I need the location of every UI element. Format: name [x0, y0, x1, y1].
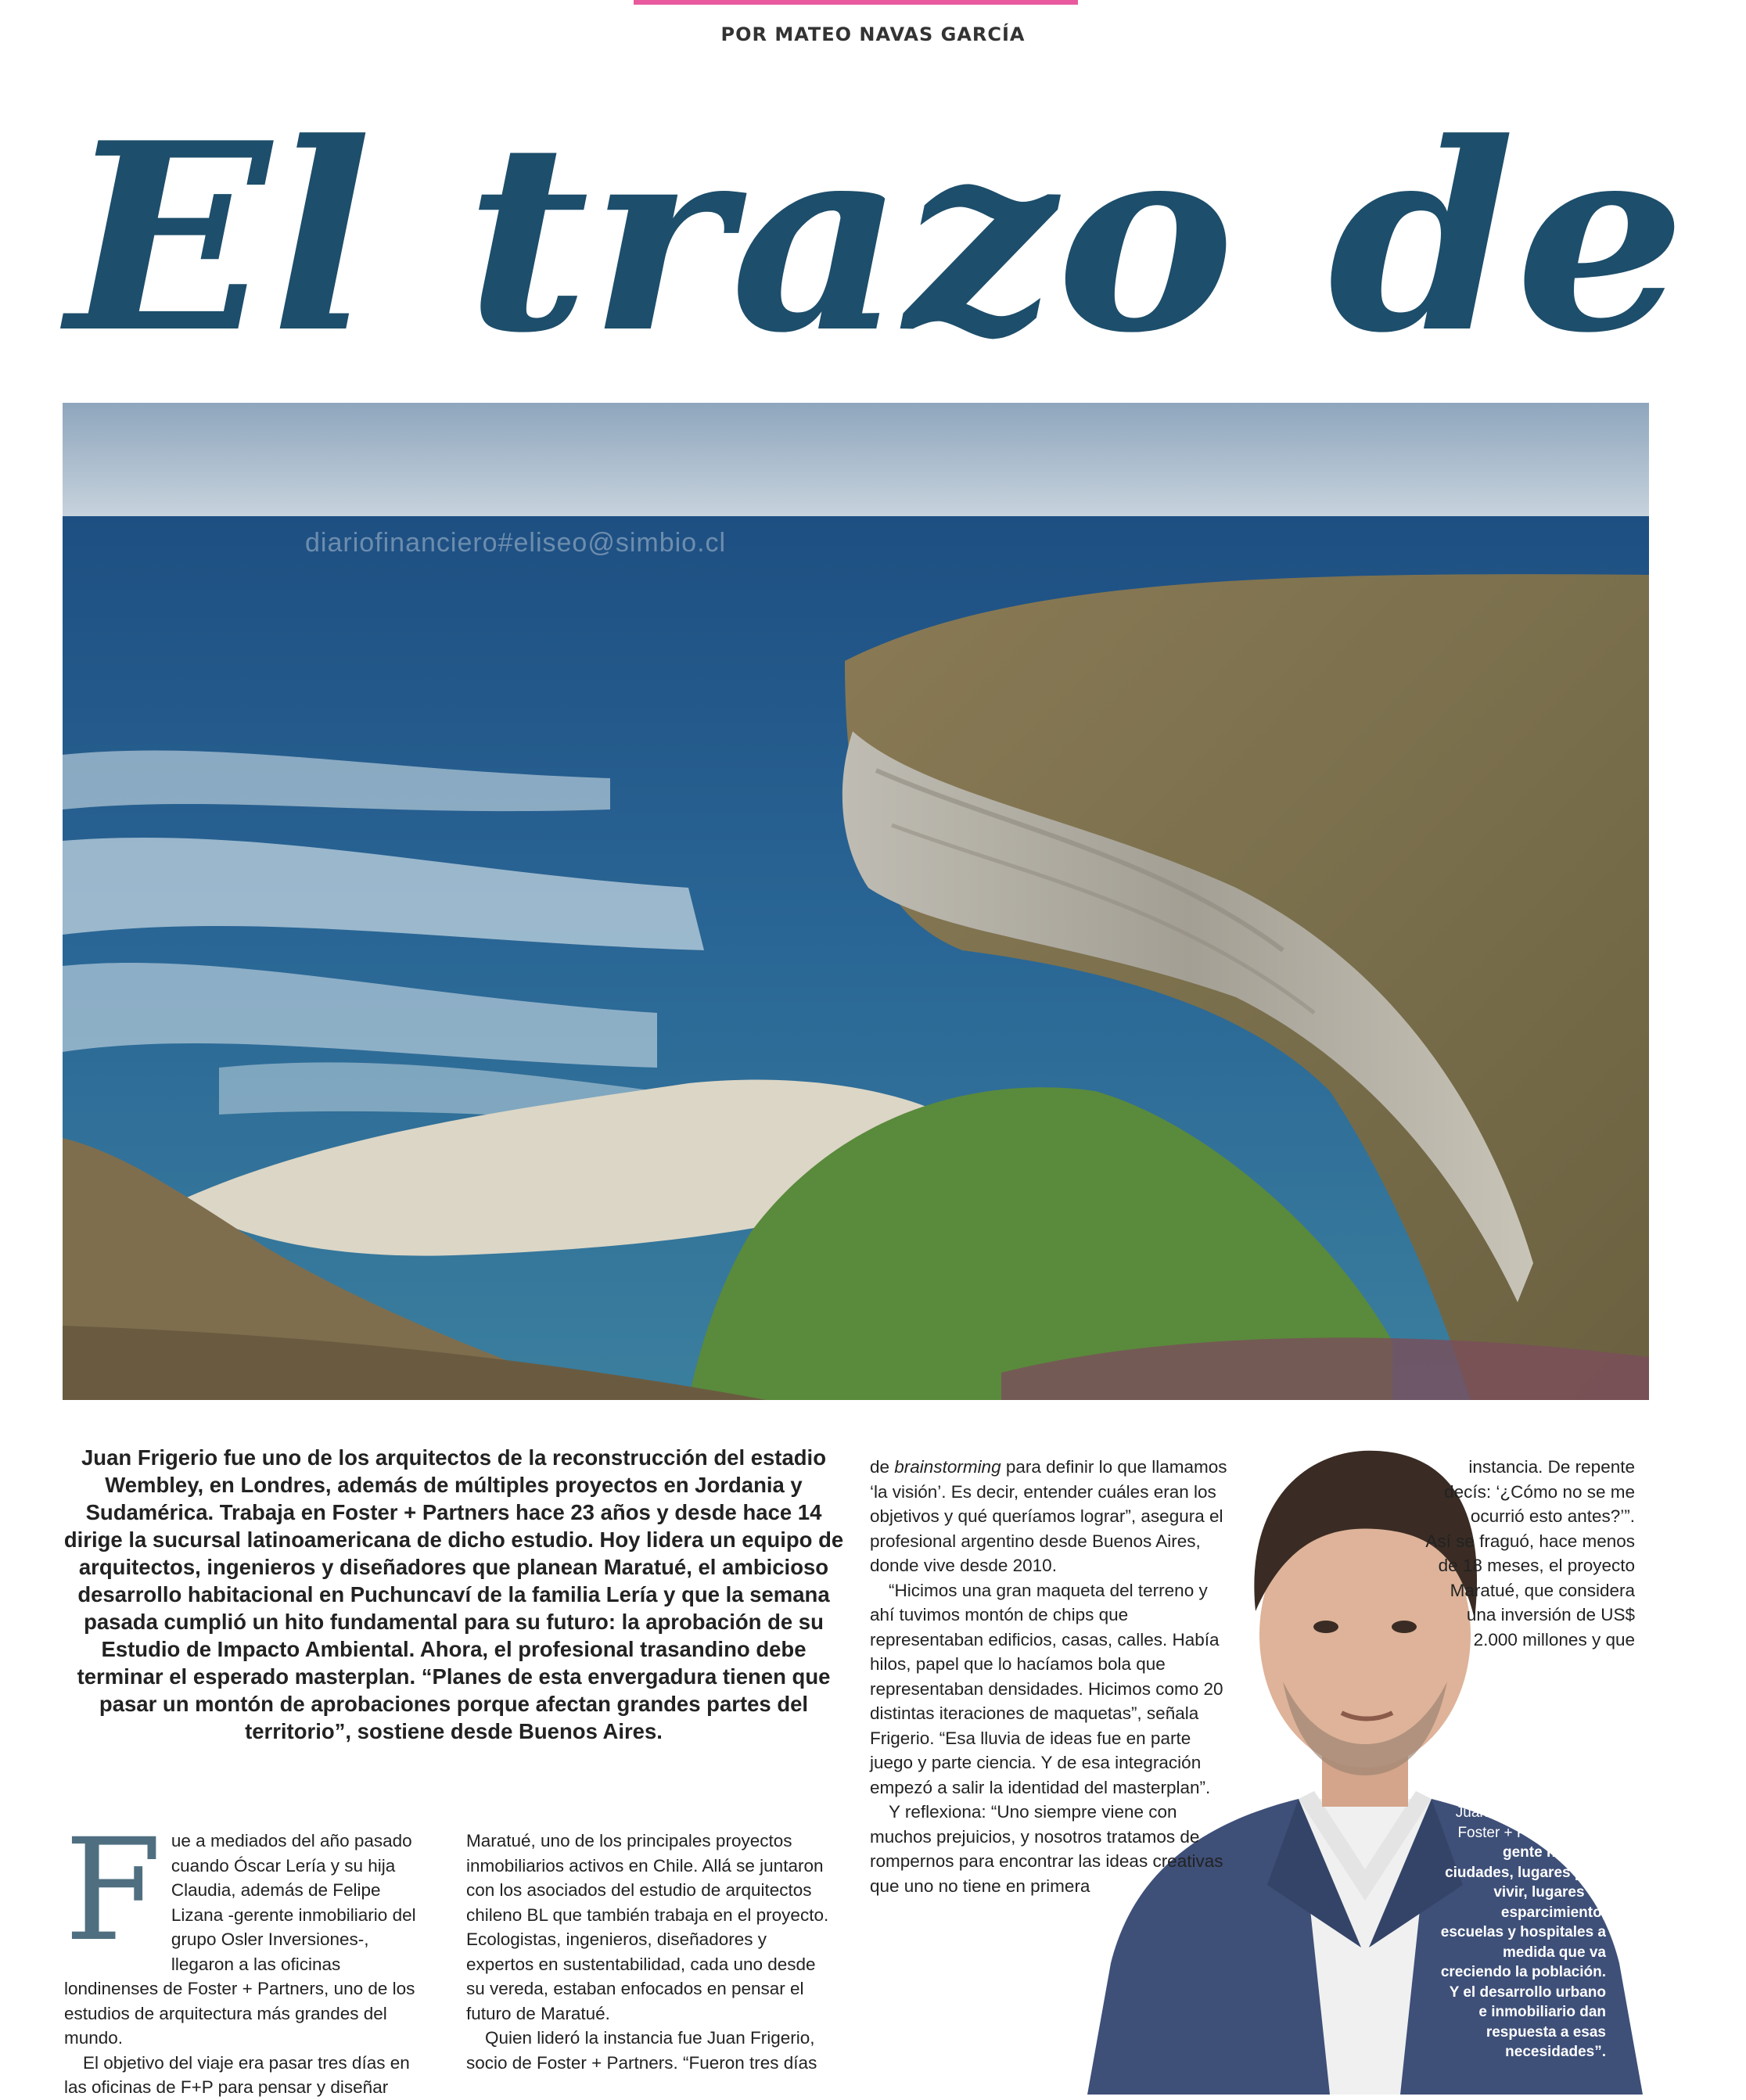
body-column-4	[1424, 1455, 1635, 1652]
photo-caption	[1438, 1803, 1606, 2062]
body-column-3	[870, 1455, 1230, 1898]
dropcap: F	[64, 1809, 162, 1973]
caption-name: Juan Frigerio, socio de Foster + Partners:	[1455, 1804, 1606, 1841]
body-column-2	[466, 1829, 834, 2075]
body-column-1	[64, 1809, 432, 2100]
body-text: de	[870, 1457, 895, 1477]
headline	[55, 47, 1698, 391]
accent-bar	[634, 0, 1078, 5]
body-text: instancia. De repente decís: ‘¿Cómo no se me ocurrió esto antes?’”.	[1444, 1457, 1635, 1526]
caption-quote: “La gente necesita ciudades, lugares para vivir, lugares de esparcimiento, escuelas y hospitales a medida que va creciendo la población. Y el desarrollo urbano e inmobiliario dan respuesta a esas necesidades”.	[1440, 1824, 1606, 2060]
body-text: Maratué, uno de los principales proyectos inmobiliarios activos en Chile. Allá se juntaron con los asociados del estudio de arquitectos chileno BL que también trabaja en el proyecto. Ecologistas, ingenieros, diseñadores y expertos en sustentabilidad, cada uno desde su vereda, estaban enfocados en pensar el futuro de Maratué.	[466, 1831, 829, 2023]
body-text: “Hicimos una gran maqueta del terreno y ahí tuvimos montón de chips que representaban edificios, casas, calles. Había hilos, papel que lo hacíamos bola que representaban densidades. Hicimos como 20 distintas iteraciones de maquetas”, señala Frigerio. “Esa lluvia de ideas fue en parte juego y parte ciencia. Y de esa integración empezó a salir la identidad del masterplan”.	[870, 1580, 1223, 1797]
coastal-cliff-photo	[63, 403, 1649, 1400]
body-text-emphasis: brainstorming	[894, 1457, 1001, 1477]
body-text: Así se fraguó, hace menos de 18 meses, el proyecto Maratué, que considera una inversión de US$ 2.000 millones y que	[1425, 1531, 1635, 1649]
body-text: para definir lo que llamamos ‘la visión’. Es decir, entender cuáles eran los objetivos y qué queríamos lograr”, asegura el profesional argentino desde Buenos Aires, donde vive desde 2010.	[870, 1457, 1227, 1575]
byline: POR MATEO NAVAS GARCÍA	[720, 23, 1026, 45]
body-text: Quien lideró la instancia fue Juan Frigerio, socio de Foster + Partners. “Fueron tres días	[466, 2028, 817, 2073]
body-text: Y reflexiona: “Uno siempre viene con muchos prejuicios, y nosotros tratamos de rompernos para encontrar las ideas creativas que uno no tiene en primera	[870, 1802, 1223, 1896]
headline-text: El trazo de	[58, 86, 1687, 389]
body-text: El objetivo del viaje era pasar tres días en las oficinas de F+P para pensar y diseñar	[64, 2052, 410, 2097]
lead-paragraph: Juan Frigerio fue uno de los arquitectos de la reconstrucción del estadio Wembley, en Londres, además de múltiples proyectos en Jordania y Sudamérica. Trabaja en Foster + Partners hace 23 años y desde hace 14 dirige la sucursal latinoamericana de dicho estudio. Hoy lidera un equipo de arquitectos, ingenieros y diseñadores que planean Maratué, el ambicioso desarrollo habitacional en Puchuncaví de la familia Lería y que la semana pasada cumplió un hito fundamental para su futuro: la aprobación de su Estudio de Impacto Ambiental. Ahora, el profesional trasandino debe terminar el esperado masterplan. “Planes de esta envergadura tienen que pasar un montón de aprobaciones porque afectan grandes partes del territorio”, sostiene desde Buenos Aires.	[63, 1445, 844, 1743]
body-text: ue a mediados del año pasado cuando Óscar Lería y su hija Claudia, además de Felipe Lizana -gerente inmobiliario del grupo Osler Inversiones-, llegaron a las oficinas londinenses de Foster + Partners, uno de los estudios de arquitectura más grandes del mundo.	[64, 1831, 416, 2048]
photo-watermark: diariofinanciero#eliseo@simbio.cl	[305, 528, 727, 558]
